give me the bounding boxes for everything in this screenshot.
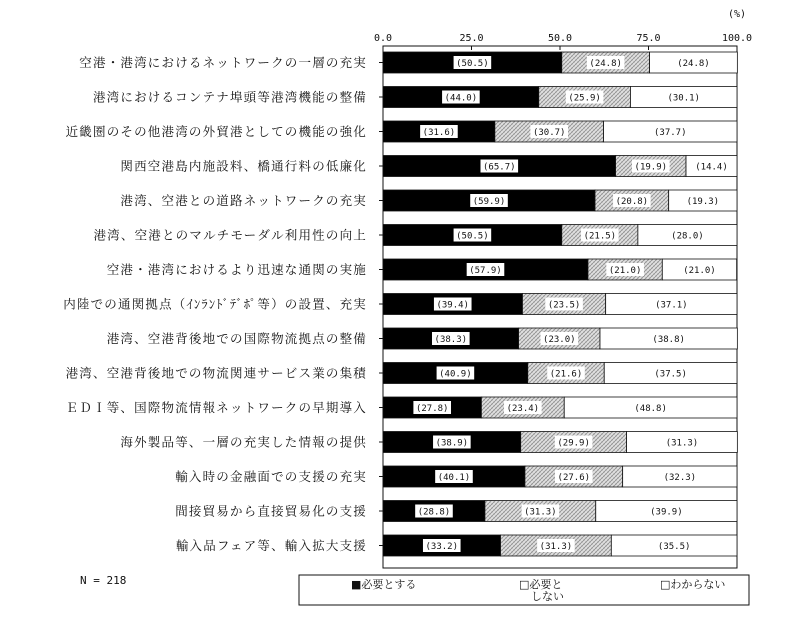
- data-label: (31.6): [422, 128, 456, 138]
- data-label: (27.6): [557, 473, 591, 483]
- legend-item-not-required: □必要と: [519, 578, 563, 591]
- data-label: (35.5): [657, 542, 691, 552]
- data-label: (37.7): [654, 128, 687, 138]
- category-label: 港湾におけるコンテナ埠頭等港湾機能の整備: [92, 89, 367, 105]
- data-label: (59.9): [472, 197, 506, 207]
- data-label: (28.0): [671, 231, 704, 242]
- category-label: 空港・港湾におけるネットワークの一層の充実: [79, 55, 367, 70]
- data-label: (44.0): [444, 93, 478, 104]
- data-label: (33.2): [425, 542, 459, 552]
- data-label: (23.0): [543, 335, 576, 345]
- category-label: 内陸での通関拠点（ｲﾝﾗﾝﾄﾞﾃﾞﾎﾟ等）の設置、充実: [63, 296, 367, 312]
- x-tick-label: 25.0: [459, 33, 484, 44]
- sample-size: N = 218: [80, 574, 127, 587]
- data-label: (57.9): [469, 266, 502, 276]
- data-label: (38.8): [652, 335, 685, 345]
- data-label: (21.6): [549, 369, 583, 380]
- data-label: (23.4): [506, 404, 540, 414]
- data-label: (20.8): [615, 197, 649, 207]
- category-labels: [63, 55, 383, 553]
- data-label: (30.1): [667, 93, 700, 104]
- category-label: 輸入時の金融面での支援の充実: [175, 469, 367, 484]
- category-label: 空港・港湾におけるより迅速な通関の実施: [106, 262, 367, 277]
- category-label: 間接貿易から直接貿易化の支援: [175, 503, 367, 519]
- data-label: (23.5): [547, 300, 581, 311]
- data-label: (31.3): [665, 438, 699, 449]
- data-label: (38.3): [434, 335, 468, 345]
- data-label: (31.3): [524, 507, 557, 518]
- bars: [383, 52, 737, 556]
- data-label: (21.0): [683, 266, 716, 276]
- category-label: ＥＤＩ等、国際物流情報ネットワークの早期導入: [65, 400, 367, 415]
- data-label: (48.8): [634, 404, 667, 414]
- data-label: (50.5): [456, 59, 489, 69]
- data-label: (29.9): [557, 438, 590, 449]
- category-label: 関西空港島内施設料、橋通行料の低廉化: [120, 158, 367, 174]
- data-label: (32.3): [663, 473, 697, 483]
- data-label: (21.0): [608, 266, 642, 276]
- data-label: (37.1): [655, 300, 688, 311]
- data-label: (24.8): [677, 59, 710, 69]
- category-label: 港湾、空港との道路ネットワークの充実: [120, 193, 367, 208]
- unit-label: (%): [727, 9, 747, 20]
- category-label: 港湾、空港背後地での国際物流拠点の整備: [106, 331, 367, 346]
- legend-item-unknown: □わからない: [660, 578, 726, 591]
- data-label: (25.9): [568, 93, 601, 104]
- data-label: (27.8): [415, 404, 449, 414]
- legend-item-not-required-line2: しない: [531, 590, 564, 603]
- data-label: (40.1): [437, 473, 471, 483]
- data-label: (31.3): [539, 542, 573, 552]
- legend-item-required: ■必要とする: [351, 578, 417, 591]
- data-label: (28.8): [417, 507, 451, 518]
- data-label: (19.9): [634, 162, 668, 173]
- data-label: (37.5): [654, 369, 687, 380]
- data-label: (38.9): [435, 438, 469, 449]
- data-label: (24.8): [589, 59, 622, 69]
- x-tick-label: 100.0: [721, 33, 753, 44]
- data-label: (39.9): [650, 507, 683, 518]
- x-tick-label: 50.0: [547, 33, 573, 44]
- category-label: 港湾、空港とのマルチモーダル利用性の向上: [93, 227, 367, 243]
- x-tick-label: 0.0: [373, 33, 393, 44]
- data-label: (14.4): [695, 162, 728, 173]
- data-label: (19.3): [686, 197, 720, 207]
- data-label: (21.5): [583, 231, 617, 242]
- category-label: 海外製品等、一層の充実した情報の提供: [120, 434, 367, 450]
- data-label: (39.4): [436, 300, 469, 311]
- data-label: (65.7): [483, 162, 516, 173]
- data-label: (30.7): [532, 128, 566, 138]
- x-tick-labels: [374, 33, 752, 50]
- category-label: 近畿圏のその他港湾の外貿港としての機能の強化: [65, 124, 367, 139]
- data-label: (40.9): [439, 369, 472, 380]
- data-label: (50.5): [456, 231, 489, 242]
- x-tick-label: 75.0: [636, 33, 661, 44]
- legend: [299, 575, 749, 605]
- category-label: 輸入品フェア等、輸入拡大支援: [175, 538, 367, 553]
- category-label: 港湾、空港背後地での物流関連サービス業の集積: [65, 365, 367, 381]
